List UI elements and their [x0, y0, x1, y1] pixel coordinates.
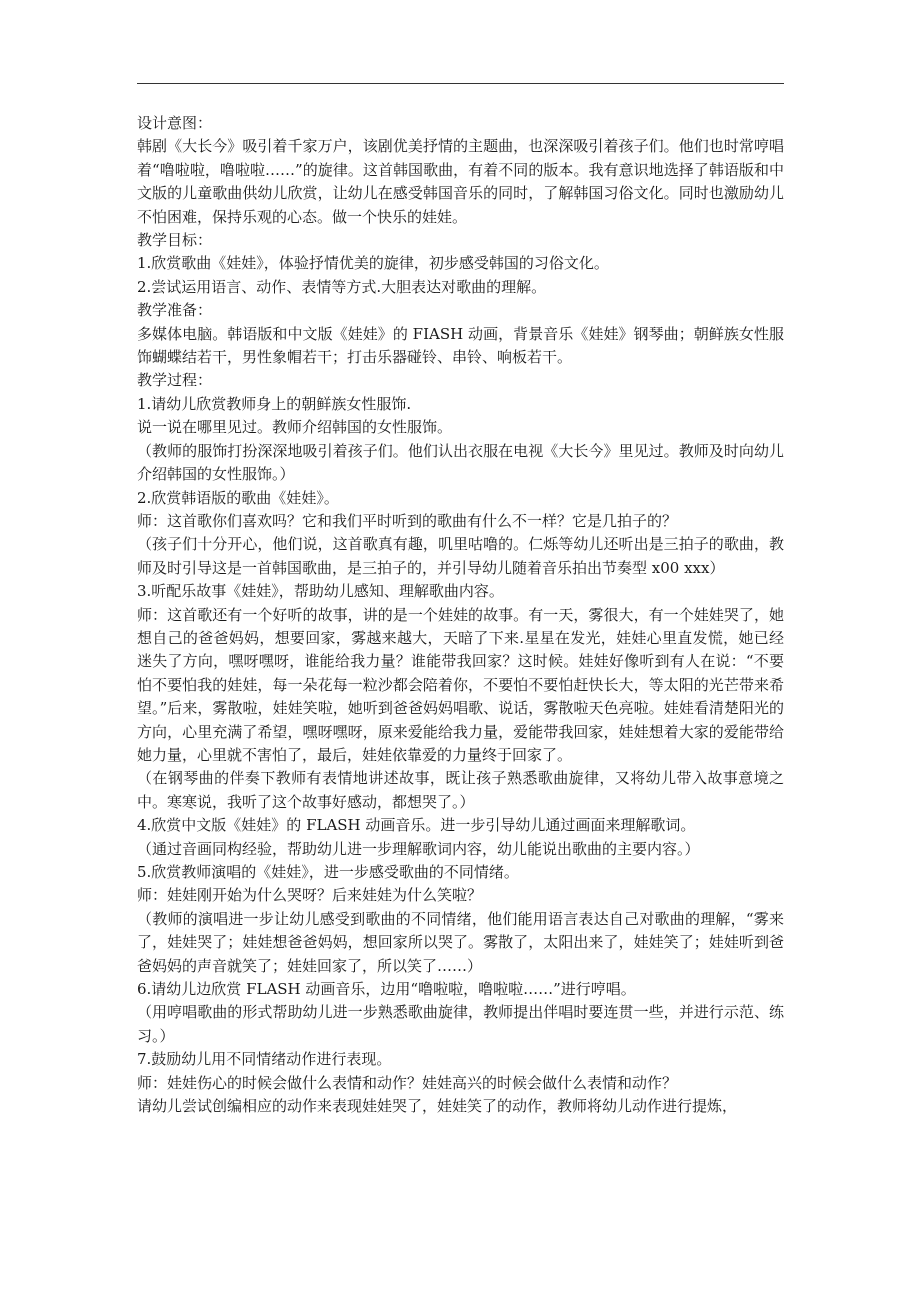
paragraph-note: （孩子们十分开心，他们说，这首歌真有趣，叽里咕噜的。仁烁等幼儿还听出是三拍子的歌曲，教师及时引导这是一首韩国歌曲，是三拍子的，并引导幼儿随着音乐拍出节奏型 x00 xxx）	[137, 535, 784, 577]
list-item: 2.尝试运用语言、动作、表情等方式.大胆表达对歌曲的理解。	[137, 277, 547, 296]
paragraph: 师：娃娃刚开始为什么哭呀？后来娃娃为什么笑啦？	[137, 886, 483, 905]
paragraph: 韩剧《大长今》吸引着千家万户，该剧优美抒情的主题曲，也深深吸引着孩子们。他们也时常哼唱着“噜啦啦，噜啦啦……”的旋律。这首韩国歌曲，有着不同的版本。我有意识地选择了韩语版和中文版的儿童歌曲供幼儿欣赏，让幼儿在感受韩国音乐的同时，了解韩国习俗文化。同时也激励幼儿不怕困难，保持乐观的心态。做一个快乐的娃娃。	[137, 137, 784, 226]
paragraph: 师：这首歌还有一个好听的故事，讲的是一个娃娃的故事。有一天，雾很大，有一个娃娃哭了，她想自己的爸爸妈妈，想要回家，雾越来越大，天暗了下来.星星在发光，娃娃心里直发慌，她已经迷失了方向，嘿呀嘿呀，谁能给我力量？谁能带我回家？这时候。娃娃好像听到有人在说：“不要怕不要怕我的娃娃，每一朵花每一粒沙都会陪着你，不要怕不要怕赶快长大，等太阳的光芒带来希望。”后来，雾散啦，娃娃笑啦，她听到爸爸妈妈唱歌、说话，雾散啦天色亮啦。娃娃看清楚阳光的方向，心里充满了希望，嘿呀嘿呀，原来爱能给我力量，爱能带我回家，娃娃想着大家的爱能带给她力量，心里就不害怕了，最后，娃娃依靠爱的力量终于回家了。	[137, 605, 784, 764]
paragraph: 师：娃娃伤心的时候会做什么表情和动作？娃娃高兴的时候会做什么表情和动作？	[137, 1073, 678, 1092]
list-item: 4.欣赏中文版《娃娃》的 FLASH 动画音乐。进一步引导幼儿通过画面来理解歌词。	[137, 816, 696, 835]
paragraph: 多媒体电脑。韩语版和中文版《娃娃》的 FIASH 动画，背景音乐《娃娃》钢琴曲；朝鲜族女性服饰蝴蝶结若干，男性象帽若干；打击乐器碰铃、串铃、响板若干。	[137, 324, 784, 367]
paragraph: 请幼儿尝试创编相应的动作来表现娃娃哭了，娃娃笑了的动作，教师将幼儿动作进行提炼，	[137, 1097, 738, 1116]
list-item: 2.欣赏韩语版的歌曲《娃娃》。	[137, 488, 339, 507]
section-heading-teaching-prep: 教学准备：	[137, 301, 213, 320]
paragraph-note: （教师的演唱进一步让幼儿感受到歌曲的不同情绪，他们能用语言表达自己对歌曲的理解，“雾来了，娃娃哭了；娃娃想爸爸妈妈，想回家所以哭了。雾散了，太阳出来了，娃娃笑了；娃娃听到爸爸妈妈的声音就笑了；娃娃回家了，所以笑了……）	[137, 909, 784, 975]
paragraph-note: （教师的服饰打扮深深地吸引着孩子们。他们认出衣服在电视《大长今》里见过。教师及时向幼儿介绍韩国的女性服饰。）	[137, 441, 784, 484]
section-heading-teaching-goals: 教学目标：	[137, 231, 213, 250]
paragraph-note: （在钢琴曲的伴奏下教师有表情地讲述故事，既让孩子熟悉歌曲旋律，又将幼儿带入故事意境之中。寒寒说，我听了这个故事好感动，都想哭了。）	[137, 769, 784, 811]
paragraph: 说一说在哪里见过。教师介绍韩国的女性服饰。	[137, 418, 453, 437]
list-item: 1.请幼儿欣赏教师身上的朝鲜族女性服饰.	[137, 394, 412, 413]
paragraph-note: （用哼唱歌曲的形式帮助幼儿进一步熟悉歌曲旋律，教师提出伴唱时要连贯一些，并进行示范、练习。）	[137, 1003, 784, 1045]
list-item: 7.鼓励幼儿用不同情绪动作进行表现。	[137, 1050, 392, 1069]
section-heading-design-intent: 设计意图：	[137, 114, 213, 132]
paragraph-note: （通过音画同构经验，帮助幼儿进一步理解歌词内容，幼儿能说出歌曲的主要内容。）	[137, 839, 700, 858]
list-item: 1.欣赏歌曲《娃娃》，体验抒情优美的旋律，初步感受韩国的习俗文化。	[137, 254, 609, 273]
header-divider	[137, 83, 784, 84]
document-body	[137, 112, 784, 1118]
list-item: 5.欣赏教师演唱的《娃娃》，进一步感受歌曲的不同情绪。	[137, 863, 519, 881]
section-heading-teaching-process: 教学过程：	[137, 371, 213, 390]
paragraph: 师：这首歌你们喜欢吗？它和我们平时听到的歌曲有什么不一样？它是几拍子的？	[137, 511, 678, 530]
list-item: 3.听配乐故事《娃娃》，帮助幼儿感知、理解歌曲内容。	[137, 582, 504, 601]
list-item: 6.请幼儿边欣赏 FLASH 动画音乐，边用“噜啦啦，噜啦啦……”进行哼唱。	[137, 980, 636, 999]
